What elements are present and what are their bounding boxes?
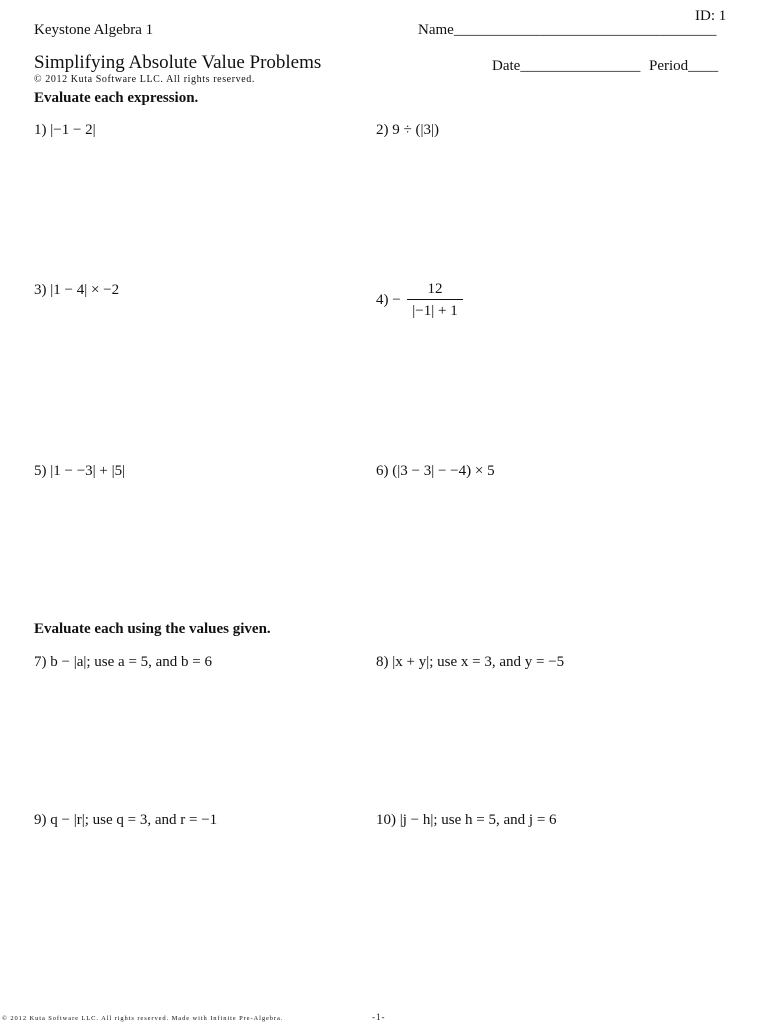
course-name: Keystone Algebra 1 xyxy=(34,22,154,38)
period-field: Period____ xyxy=(649,58,719,74)
problem-8: 8) |x + y|; use x = 3, and y = −5 xyxy=(376,654,565,670)
worksheet-id: ID: 1 xyxy=(695,8,727,24)
worksheet-title: Simplifying Absolute Value Problems xyxy=(34,52,322,73)
copyright-notice: © 2012 Kuta Software LLC. All rights reserved. xyxy=(34,74,255,85)
problem-3: 3) |1 − 4| × −2 xyxy=(34,282,120,298)
problem-4-prefix: 4) − xyxy=(376,292,401,308)
problem-7: 7) b − |a|; use a = 5, and b = 6 xyxy=(34,654,213,670)
problem-10: 10) |j − h|; use h = 5, and j = 6 xyxy=(376,812,557,828)
section-heading-evaluate-expressions: Evaluate each expression. xyxy=(34,90,199,106)
problem-4-denominator: |−1| + 1 xyxy=(412,303,458,319)
problem-4-numerator: 12 xyxy=(427,281,443,297)
fraction-bar xyxy=(407,299,463,300)
problem-9: 9) q − |r|; use q = 3, and r = −1 xyxy=(34,812,218,828)
problem-6: 6) (|3 − 3| − −4) × 5 xyxy=(376,463,495,479)
problem-5: 5) |1 − −3| + |5| xyxy=(34,463,126,479)
date-field: Date________________ xyxy=(492,58,641,74)
name-field: Name___________________________________ xyxy=(418,22,717,38)
problem-1: 1) |−1 − 2| xyxy=(34,122,96,138)
section-heading-evaluate-with-values: Evaluate each using the values given. xyxy=(34,621,271,637)
page-number: -1- xyxy=(372,1012,386,1022)
footer-copyright: © 2012 Kuta Software LLC. All rights reserved. Made with Infinite Pre-Algebra. xyxy=(2,1015,284,1022)
problem-2: 2) 9 ÷ (|3|) xyxy=(376,122,439,138)
